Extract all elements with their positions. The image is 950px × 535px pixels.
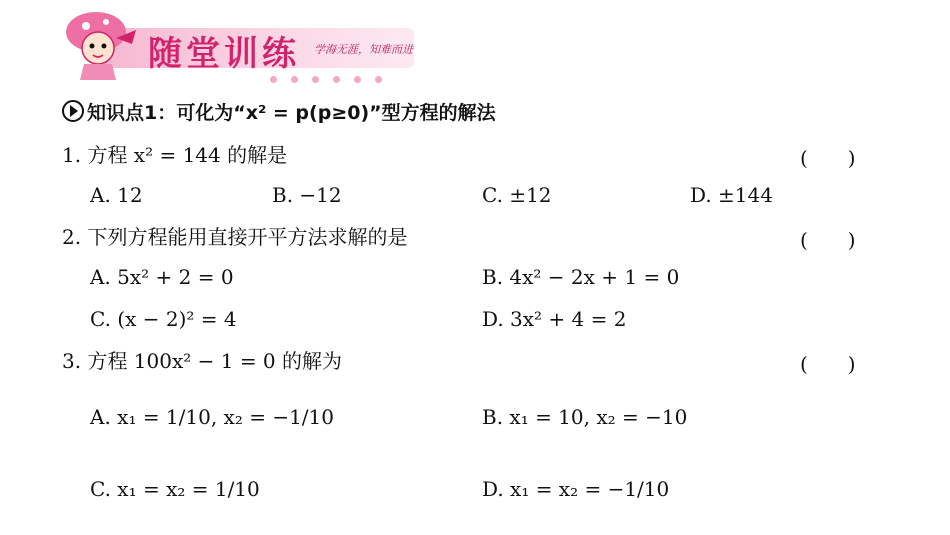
question-3-answer-bracket: ( )	[800, 352, 856, 376]
q1-option-c[interactable]: C. ±12	[482, 183, 552, 207]
banner-slogan: 学海无涯，知难而进	[314, 43, 413, 56]
q2-option-b[interactable]: B. 4x² − 2x + 1 = 0	[482, 265, 680, 289]
q3-option-d[interactable]: D. x₁ = x₂ = −1/10	[482, 477, 670, 501]
q1-option-b[interactable]: B. −12	[272, 183, 342, 207]
play-circle-icon	[62, 100, 84, 122]
section-banner	[56, 8, 416, 82]
question-1-answer-bracket: ( )	[800, 146, 856, 170]
banner-title: 随堂训练	[148, 34, 300, 74]
q1-option-a[interactable]: A. 12	[90, 183, 143, 207]
cartoon-mascot-icon	[56, 8, 146, 82]
q2-option-d[interactable]: D. 3x² + 4 = 2	[482, 307, 627, 331]
q3-option-c[interactable]: C. x₁ = x₂ = 1/10	[90, 477, 260, 501]
section-heading	[62, 100, 496, 126]
question-1-stem: 1. 方程 x² = 144 的解是	[62, 143, 288, 167]
q1-option-d[interactable]: D. ±144	[690, 183, 773, 207]
q3-option-b[interactable]: B. x₁ = 10, x₂ = −10	[482, 405, 688, 429]
banner-dots	[270, 68, 396, 87]
q2-option-c[interactable]: C. (x − 2)² = 4	[90, 307, 237, 331]
q2-option-a[interactable]: A. 5x² + 2 = 0	[90, 265, 234, 289]
question-2-stem: 2. 下列方程能用直接开平方法求解的是	[62, 225, 408, 249]
question-2-answer-bracket: ( )	[800, 228, 856, 252]
q3-option-a[interactable]: A. x₁ = 1/10, x₂ = −1/10	[90, 405, 334, 429]
section-heading-text: 知识点1：可化为“x² = p(p≥0)”型方程的解法	[87, 102, 496, 124]
question-3-stem: 3. 方程 100x² − 1 = 0 的解为	[62, 349, 343, 373]
